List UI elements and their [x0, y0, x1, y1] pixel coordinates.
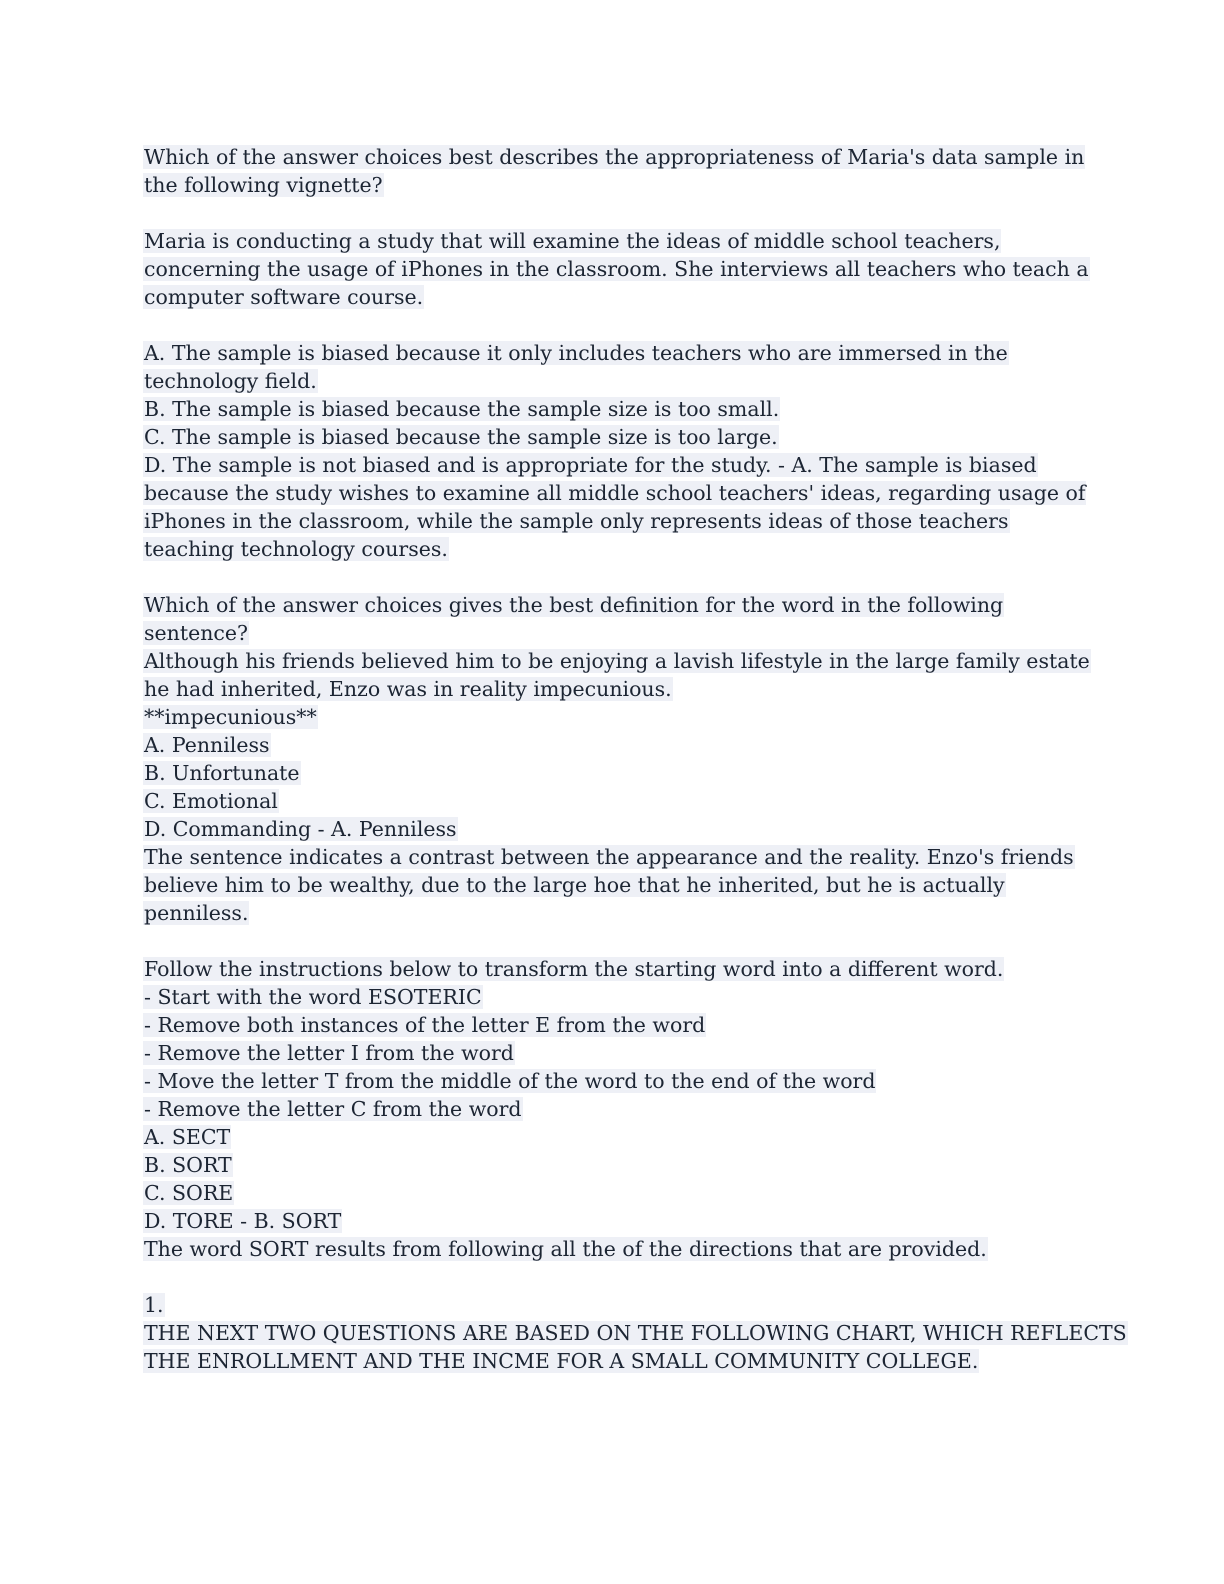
q1-answer-line: because the study wishes to examine all middle school teachers' ideas, regarding usage of [144, 481, 1086, 505]
document-page [143, 143, 1127, 1375]
question-3 [143, 955, 1083, 1263]
q1-option-line: technology field. [144, 369, 317, 393]
question-4-intro [143, 1291, 1127, 1375]
question-2 [143, 591, 1090, 927]
q2-option: C. Emotional [144, 789, 278, 813]
q3-explanation-line: The word SORT results from following all the of the directions that are provided. [144, 1237, 987, 1261]
q3-instruction: - Start with the word ESOTERIC [144, 985, 482, 1009]
chart-intro-line: THE NEXT TWO QUESTIONS ARE BASED ON THE FOLLOWING CHART, WHICH REFLECTS [144, 1321, 1127, 1345]
q1-answer-line: iPhones in the classroom, while the sample only represents ideas of those teachers [144, 509, 1009, 533]
q1-option-line: D. The sample is not biased and is appropriate for the study. - A. The sample is biased [144, 453, 1037, 477]
q2-option: B. Unfortunate [144, 761, 300, 785]
q1-question-line: the following vignette? [144, 173, 383, 197]
q1-option-line: A. The sample is biased because it only includes teachers who are immersed in the [144, 341, 1008, 365]
question-number: 1. [144, 1293, 164, 1317]
q2-line: Which of the answer choices gives the best definition for the word in the following [144, 593, 1004, 617]
q1-vignette-line: Maria is conducting a study that will examine the ideas of middle school teachers, [144, 229, 1001, 253]
q2-line: sentence? [144, 621, 249, 645]
q3-instruction: - Remove the letter C from the word [144, 1097, 522, 1121]
q3-instruction: - Remove both instances of the letter E from the word [144, 1013, 706, 1037]
q3-option: D. TORE - B. SORT [144, 1209, 342, 1233]
q3-line: Follow the instructions below to transform the starting word into a different word. [144, 957, 1004, 981]
q2-explanation-line: believe him to be wealthy, due to the large hoe that he inherited, but he is actually [144, 873, 1005, 897]
q1-vignette-line: computer software course. [144, 285, 424, 309]
q2-option: D. Commanding - A. Penniless [144, 817, 457, 841]
q2-explanation-line: The sentence indicates a contrast between the appearance and the reality. Enzo's friends [144, 845, 1074, 869]
q1-question-line: Which of the answer choices best describes the appropriateness of Maria's data sample in [144, 145, 1085, 169]
q3-option: C. SORE [144, 1181, 234, 1205]
q1-option-line: B. The sample is biased because the sample size is too small. [144, 397, 780, 421]
q2-option: A. Penniless [144, 733, 270, 757]
q3-option: A. SECT [144, 1125, 231, 1149]
question-1 [143, 143, 1089, 563]
chart-intro-line: THE ENROLLMENT AND THE INCME FOR A SMALL COMMUNITY COLLEGE. [144, 1349, 979, 1373]
q2-line: Although his friends believed him to be enjoying a lavish lifestyle in the large family estate [144, 649, 1090, 673]
q3-instruction: - Move the letter T from the middle of the word to the end of the word [144, 1069, 876, 1093]
q2-line: he had inherited, Enzo was in reality impecunious. [144, 677, 672, 701]
q2-line: **impecunious** [144, 705, 317, 729]
q1-answer-line: teaching technology courses. [144, 537, 448, 561]
q3-instruction: - Remove the letter I from the word [144, 1041, 514, 1065]
q1-option-line: C. The sample is biased because the sample size is too large. [144, 425, 778, 449]
q2-explanation-line: penniless. [144, 901, 249, 925]
q1-vignette-line: concerning the usage of iPhones in the classroom. She interviews all teachers who teach a [144, 257, 1089, 281]
q3-option: B. SORT [144, 1153, 232, 1177]
